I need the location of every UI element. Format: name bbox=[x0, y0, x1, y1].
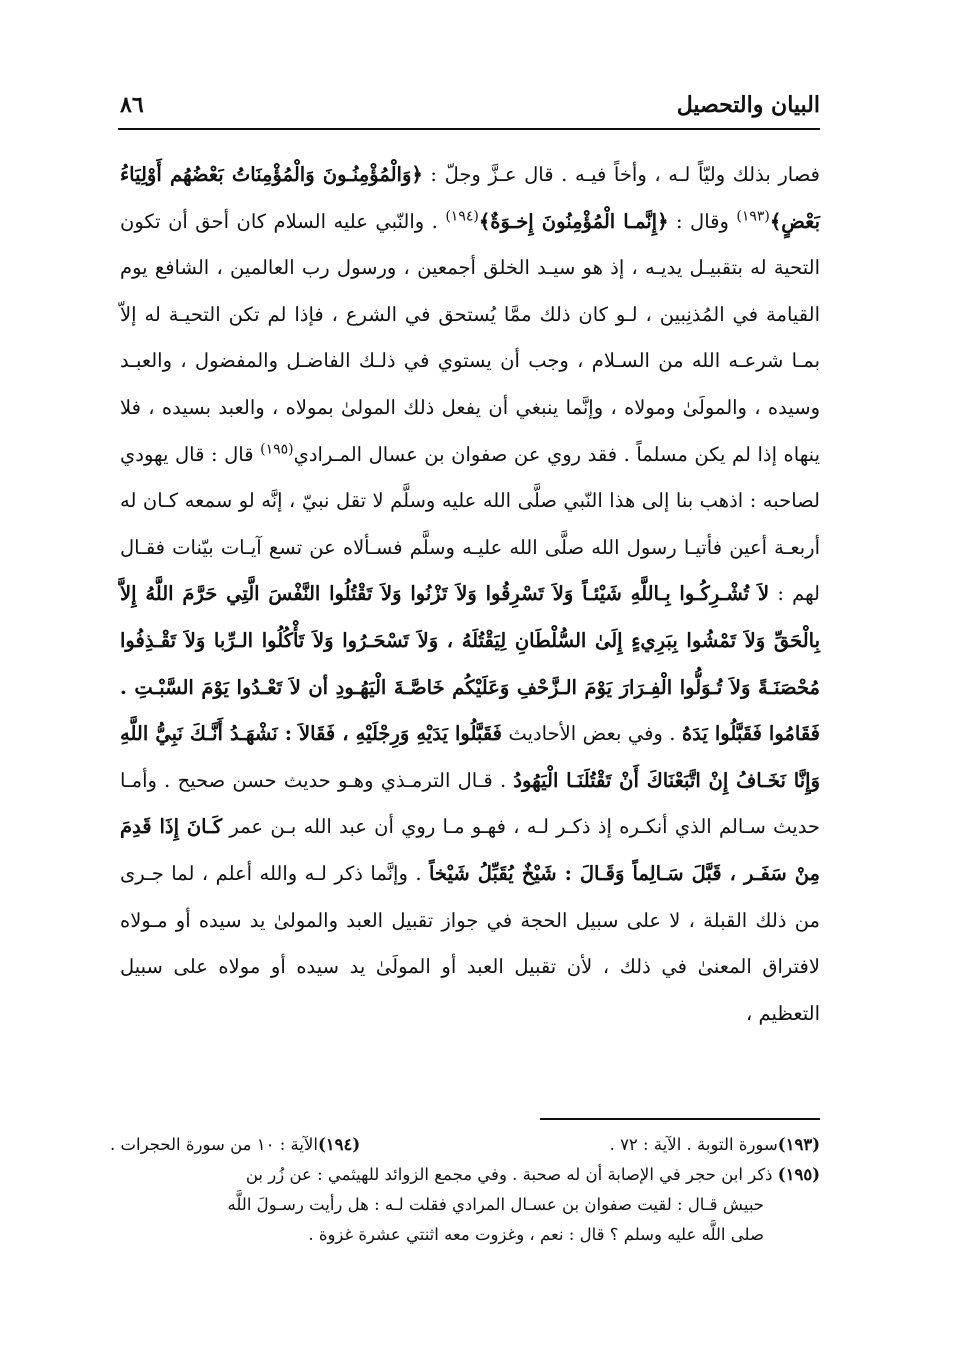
footnote-line: حبيش قـال : لقيت صفوان بن عسـال المرادي فقلت لـه : هل رأيت رسـولَ اللَّه bbox=[227, 1195, 764, 1214]
footnote-number: (١٩٥) bbox=[777, 1165, 820, 1184]
main-paragraph bbox=[120, 152, 820, 1037]
text-segment: قال : قال يهودي لصاحبه : اذهب بنا إلى هذا النّبي صلَّى الله عليه وسلَّم لا تقل نبيّ ، إنَّه لو سمعه كـان له أربعـة أعين فأتيـا رسول الله صلَّى الله عليـه وسلَّم فسـألاه عن تسع آيـات بيّنات فقـال لهم : bbox=[120, 442, 820, 606]
footnote-line: صلى اللَّه عليه وسلم ؟ قال : نعم ، وغزوت معه اثنتي عشرة غزوة . bbox=[308, 1225, 764, 1244]
footnote-rule bbox=[540, 1118, 820, 1120]
text-segment: . وإنَّما ذكر لـه والله أعلم ، لما جـرى من ذلك القبلة ، لا على سبيل الحجة في جواز تقبيل العبد والمولىٰ يد سيده أو مـولاه لافتراق المعنىٰ في ذلك ، لأن تقبيل العبد أو المولَىٰ يد سيده أو مولاه على سبيل التعظيم ، bbox=[120, 861, 820, 1025]
footnote-195 bbox=[110, 1160, 820, 1250]
quran-verse: ﴿إِنَّمـا الْمُؤْمِنُونَ إِخـوَةٌ﴾ bbox=[478, 209, 669, 233]
hadith-text: فَقَبَّلُوا يَدَيْهِ وَرِجْلَيْهِ ، فَقَالاَ : نَشْهَـدُ أَنَّـكَ نَبِيُّ اللَّهِ وَإِنَّا نَخَـافُ إِنْ اتَّبَعْنَاكَ أَنْ تَقْتُلَنَـا الْيَهُودُ bbox=[120, 722, 820, 792]
footnotes bbox=[110, 1130, 820, 1250]
text-segment: فصار بذلك وليّاً لـه ، وأخاً فيـه . قال عـزَّ وجلّ : bbox=[422, 163, 820, 186]
footnote-text: ذكر ابن حجر في الإصابة أن له صحبة . وفي مجمع الزوائد للهيثمي : عن زُر بن bbox=[245, 1165, 778, 1184]
page-number: ٨٦ bbox=[120, 92, 144, 118]
footnote-line bbox=[110, 1160, 820, 1190]
footnote-row bbox=[110, 1130, 820, 1160]
text-segment: وقال : bbox=[668, 209, 737, 233]
main-text bbox=[120, 152, 820, 1037]
running-title: البيان والتحصيل bbox=[676, 92, 820, 118]
footnote-ref-194: (١٩٤) bbox=[445, 208, 479, 225]
footnote-ref-193: (١٩٣) bbox=[736, 208, 770, 225]
footnote-text: سورة التوبة . الآية : ٧٢ . bbox=[609, 1135, 778, 1154]
footnote-ref-195: (١٩٥) bbox=[260, 441, 294, 458]
page-header bbox=[120, 88, 820, 128]
quran-verse: ﴿وَالْمُؤْمِنُـونَ وَالْمُؤْمِنَاتُ بَعْضُهُم أَوْلِيَاءُ بَعْضٍ﴾ bbox=[120, 163, 821, 233]
hadith-text: كَـانَ إِذَا قَدِمَ مِنْ سَفَـر ، قَبَّلَ سَـالِماً وَقَـالَ : شَيْخٌ يُقَبِّلُ شَيْخاً bbox=[120, 815, 820, 885]
footnote-193 bbox=[610, 1130, 820, 1160]
footnote-number: (١٩٣) bbox=[777, 1135, 820, 1154]
footnote-number: (١٩٤) bbox=[317, 1135, 361, 1154]
text-segment: . والنّبي عليه السلام كان أحق أن تكون التحية له بتقبيـل يديـه ، إذ هو سيـد الخلق أجمعين ، ورسول رب العالمين ، الشافع يوم القيامة في المُذنِبين ، لـو كان ذلك ممَّا يُستحق في الشرع ، فإذا لم تكن التحيـة له إلاّ بمـا شرعـه الله من السـلام ، وجب أن يستوي في ذلـك الفاضـل والمفضول ، والعبـد وسيده ، والمولَىٰ ومولاه ، وإنَّما ينبغي أن يفعل ذلك المولىٰ بمولاه ، والعبد بسيده ، فلا ينهاه إذا لم يكن مسلماً . فقد روي عن صفوان بن عسال المـرادي bbox=[120, 209, 820, 466]
text-segment: . وفي بعض الأحاديث bbox=[501, 722, 682, 746]
text-segment: . قـال الترمـذي وهـو حديث حسن صحيح . وأمـا حديث سـالم الذي أنكـره إذ ذكـر لـه ، فهـو مـا روي أن عبد الله بـن عمر bbox=[120, 768, 820, 839]
footnote-text: الآية : ١٠ من سورة الحجرات . bbox=[110, 1135, 318, 1154]
hadith-text: لاَ تُشْـرِكُـوا بِـاللَّهِ شَيْئـاً وَلاَ تَسْرِقُوا وَلاَ تَزْنُوا وَلاَ تَقْتُلُوا النَّفْسَ الَّتِي حَرَّمَ اللَّهُ إِلاَّ بِالْحَقِّ وَلاَ تَمْشُوا بِبَرِيءٍ إِلَىٰ السُّلْطَانِ لِيَقْتُلَهُ ، وَلاَ تَسْحَـرُوا وَلاَ تَأْكُلُوا الـرِّبا وَلاَ تَقْـذِفُوا مُحْصَنَـةً وَلاَ تُـوَلُّوا الْفِـرَارَ يَوْمَ الـزَّحْفِ وَعَلَيْكُم خَاصَّـةَ الْيَهُـودِ أن لاَ تَعْـدُوا يَوْمَ السَّبْـتِ . فَقَامُوا فَقَبَّلُوا يَدَهُ bbox=[120, 582, 821, 746]
header-rule bbox=[118, 128, 820, 130]
footnote-194 bbox=[110, 1130, 360, 1160]
